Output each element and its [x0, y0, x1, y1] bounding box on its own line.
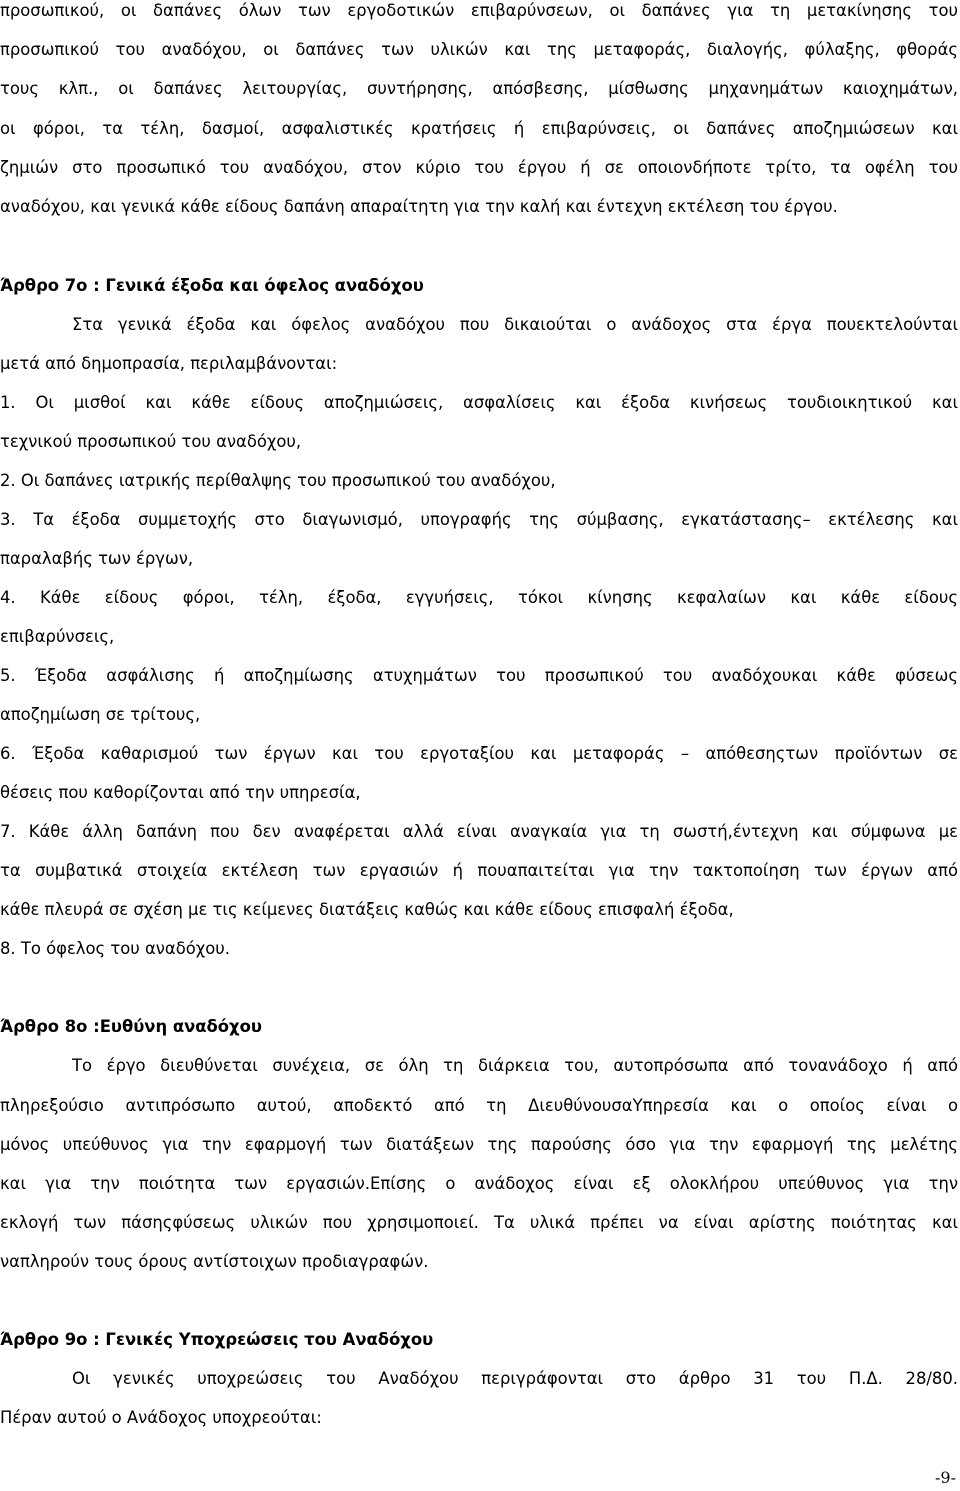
text-line: Πέραν αυτού ο Ανάδοχος υποχρεούται: — [0, 1408, 322, 1427]
text-line: Οι γενικές υποχρεώσεις του Αναδόχου περιγράφονται στο άρθρο 31 του Π.Δ. 28/80. — [72, 1369, 958, 1388]
article-7-heading: Άρθρο 7ο : Γενικά έξοδα και όφελος αναδόχου — [0, 276, 424, 295]
text-line: αναδόχου, και γενικά κάθε είδους δαπάνη απαραίτητη για την καλή και έντεχνη εκτέλεση του έργου. — [0, 197, 838, 216]
text-line: παραλαβής των έργων, — [0, 549, 194, 568]
list-item-6: 6. Έξοδα καθαρισμού των έργων και του εργοταξίου και μεταφοράς – απόθεσηςτων προϊόντων σε — [0, 744, 958, 763]
text-line: μόνος υπεύθυνος για την εφαρμογή των διατάξεων της παρούσης όσο για την εφαρμογή της μελέτης — [0, 1135, 958, 1154]
text-line: Στα γενικά έξοδα και όφελος αναδόχου που δικαιούται ο ανάδοχος στα έργα πουεκτελούνται — [72, 315, 958, 334]
article-8-heading: Άρθρο 8ο :Ευθύνη αναδόχου — [0, 1017, 262, 1036]
list-item-3: 3. Τα έξοδα συμμετοχής στο διαγωνισμό, υπογραφής της σύμβασης, εγκατάστασης– εκτέλεσης και — [0, 510, 958, 529]
text-line: τα συμβατικά στοιχεία εκτέλεση των εργασιών ή πουαπαιτείται για την τακτοποίηση των έργων από — [0, 861, 958, 880]
list-item-1: 1. Οι μισθοί και κάθε είδους αποζημιώσεις, ασφαλίσεις και έξοδα κινήσεως τουδιοικητικού και — [0, 393, 958, 412]
list-item-5: 5. Έξοδα ασφάλισης ή αποζημίωσης ατυχημάτων του προσωπικού του αναδόχουκαι κάθε φύσεως — [0, 666, 958, 685]
text-line: ζημιών στο προσωπικό του αναδόχου, στον κύριο του έργου ή σε οποιονδήποτε τρίτο, τα οφέλη του — [0, 158, 958, 177]
list-item-8: 8. Το όφελος του αναδόχου. — [0, 939, 230, 958]
text-line: μετά από δημοπρασία, περιλαμβάνονται: — [0, 354, 338, 373]
text-line: τους κλπ., οι δαπάνες λειτουργίας, συντήρησης, απόσβεσης, μίσθωσης μηχανημάτων καιοχημάτων, — [0, 79, 958, 98]
list-item-4: 4. Κάθε είδους φόροι, τέλη, έξοδα, εγγυήσεις, τόκοι κίνησης κεφαλαίων και κάθε είδους — [0, 588, 958, 607]
text-line: και για την ποιότητα των εργασιών.Επίσης ο ανάδοχος είναι εξ ολοκλήρου υπεύθυνος για την — [0, 1174, 958, 1193]
text-line: εκλογή των πάσηςφύσεως υλικών που χρησιμοποιεί. Τα υλικά πρέπει να είναι αρίστης ποιότητας και — [0, 1213, 958, 1232]
text-line: τεχνικού προσωπικού του αναδόχου, — [0, 432, 302, 451]
text-line: Το έργο διευθύνεται συνέχεια, σε όλη τη διάρκεια του, αυτοπρόσωπα από τονανάδοχο ή από — [72, 1056, 958, 1075]
article-9-heading: Άρθρο 9ο : Γενικές Υποχρεώσεις του Αναδόχου — [0, 1330, 434, 1349]
text-line: οι φόροι, τα τέλη, δασμοί, ασφαλιστικές κρατήσεις ή επιβαρύνσεις, οι δαπάνες αποζημιώσεων και — [0, 119, 958, 138]
page-number: -9- — [935, 1468, 956, 1487]
text-line: προσωπικού, οι δαπάνες όλων των εργοδοτικών επιβαρύνσεων, οι δαπάνες για τη μετακίνησης του — [0, 1, 958, 20]
text-line: θέσεις που καθορίζονται από την υπηρεσία, — [0, 783, 361, 802]
text-line: επιβαρύνσεις, — [0, 627, 115, 646]
text-line: πληρεξούσιο αντιπρόσωπο αυτού, αποδεκτό από τη ΔιευθύνουσαΥπηρεσία και ο οποίος είναι ο — [0, 1096, 958, 1115]
text-line: αποζημίωση σε τρίτους, — [0, 705, 201, 724]
list-item-7: 7. Κάθε άλλη δαπάνη που δεν αναφέρεται αλλά είναι αναγκαία για τη σωστή,έντεχνη και σύμφωνα με — [0, 822, 958, 841]
text-line: κάθε πλευρά σε σχέση με τις κείμενες διατάξεις καθώς και κάθε είδους επισφαλή έξοδα, — [0, 900, 734, 919]
text-line: προσωπικού του αναδόχου, οι δαπάνες των υλικών και της μεταφοράς, διαλογής, φύλαξης, φθοράς — [0, 40, 958, 59]
list-item-2: 2. Οι δαπάνες ιατρικής περίθαλψης του προσωπικού του αναδόχου, — [0, 471, 556, 490]
text-line: ναπληρούν τους όρους αντίστοιχων προδιαγραφών. — [0, 1252, 429, 1271]
